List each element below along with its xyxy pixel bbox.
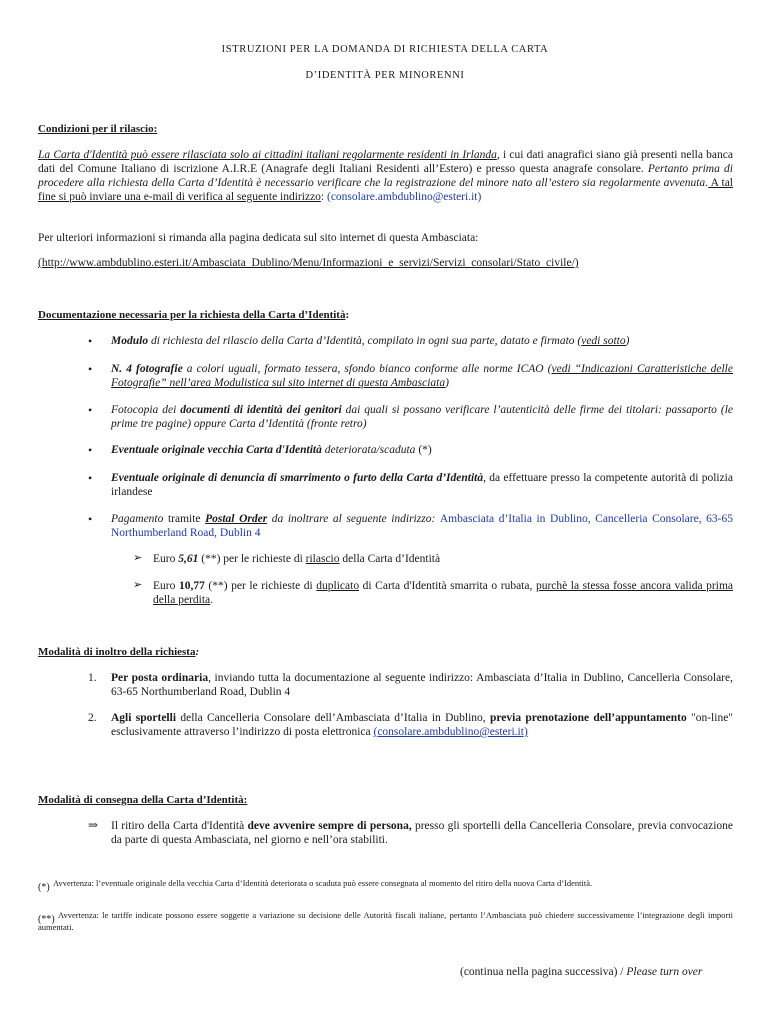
doc-item-fotografie: N. 4 fotografie a colori uguali, formato tessera, sfondo bianco conforme alle norme ICAO (vedi “Indicazioni Caratteristiche delle Fotografie” nell’area Modulistica sul sito internet di questa Ambasciata) bbox=[111, 363, 733, 389]
list-number: 1. bbox=[88, 672, 97, 684]
delivery-heading: Modalità di consegna della Carta d’Identità: bbox=[38, 794, 248, 806]
more-info-text: Per ulteriori informazioni si rimanda alla pagina dedicata sul sito internet di questa Ambasciata: bbox=[38, 232, 479, 244]
bullet-icon: • bbox=[88, 403, 93, 417]
vedi-sotto-link[interactable]: vedi sotto bbox=[581, 335, 626, 347]
bullet-icon: • bbox=[88, 512, 93, 526]
doc-item-vecchia-carta: Eventuale originale vecchia Carta d'Identità deteriorata/scaduta (*) bbox=[111, 444, 432, 456]
document-title-line1: ISTRUZIONI PER LA DOMANDA DI RICHIESTA DELLA CARTA bbox=[221, 44, 549, 55]
postal-order-term: Postal Order bbox=[205, 513, 268, 525]
send-mode-counter: Agli sportelli della Cancelleria Consolare dell’Ambasciata d’Italia in Dublino, previa prenotazione dell’appuntamento "on-line" esclusivamente attraverso l’indirizzo di posta elettronica (consolare.ambdublino@esteri.it) bbox=[111, 712, 733, 738]
document-title-line2: D’IDENTITÀ PER MINORENNI bbox=[305, 70, 465, 81]
docs-heading: Documentazione necessaria per la richiesta della Carta d’Identità: bbox=[38, 309, 350, 321]
consolare-email-link[interactable]: (consolare.ambdublino@esteri.it) bbox=[327, 191, 482, 203]
fee-duplicato: Euro 10,77 (**) per le richieste di duplicato di Carta d'Identità smarrita o rubata, purchè la stessa fosse ancora valida prima della perdita. bbox=[153, 580, 733, 606]
note2-mark: (**) bbox=[38, 914, 55, 925]
arrow-icon: ➢ bbox=[133, 579, 143, 591]
note1-mark: (*) bbox=[38, 882, 50, 893]
note1-text: Avvertenza: l’eventuale originale della vecchia Carta d’Identità deteriorata o scaduta può essere consegnata al momento del ritiro della nuova Carta d’Identità. bbox=[53, 878, 593, 888]
doc-item-fotocopia: Fotocopia dei documenti di identità dei genitori dai quali si possano verificare l’autenticità delle firme dei titolari: passaporto (le prime tre pagine) oppure Carta d’Identità (fronte retro) bbox=[111, 404, 733, 430]
bullet-icon: • bbox=[88, 362, 93, 376]
delivery-text: Il ritiro della Carta d'Identità deve avvenire sempre di persona, presso gli sportelli della Cancelleria Consolare, previa convocazione da parte di questa Ambasciata, nel giorno e nell’ora stabiliti. bbox=[111, 820, 734, 846]
doc-item-denuncia: Eventuale originale di denuncia di smarrimento o furto della Carta d’Identità, da effettuare presso la competente autorità di polizia irlandese bbox=[111, 472, 733, 498]
conditions-heading: Condizioni per il rilascio: bbox=[38, 123, 158, 135]
bullet-icon: • bbox=[88, 471, 93, 485]
residency-requirement: La Carta d'Identità può essere rilasciata solo ai cittadini italiani regolarmente residenti in Irlanda bbox=[38, 149, 497, 161]
arrow-icon: ➢ bbox=[133, 552, 143, 564]
list-number: 2. bbox=[88, 712, 97, 724]
send-mode-post: Per posta ordinaria, inviando tutta la documentazione al seguente indirizzo: Ambasciata d’Italia in Dublino, Cancelleria Consolare, 63-65 Northumberland Road, Dublin 4 bbox=[111, 672, 733, 698]
right-arrow-icon: ⇒ bbox=[88, 818, 99, 832]
bullet-icon: • bbox=[88, 443, 93, 457]
embassy-address: Ambasciata d’Italia in Dublino, Cancelleria Consolare, 63-65 Northumberland Road, Dublin 4 bbox=[111, 513, 733, 539]
photo-guidelines-link[interactable]: vedi “Indicazioni Caratteristiche delle Fotografie” nell’area Modulistica sul sito internet di questa Ambasciata bbox=[111, 363, 733, 389]
note2-text: Avvertenza: le tariffe indicate possono essere soggette a variazione su decisione delle Autorità fiscali italiane, pertanto l’Ambasciata può chiedere successivamente l’integrazione degli importi aumentati. bbox=[38, 910, 733, 932]
footer-note: (continua nella pagina successiva) / Please turn over bbox=[460, 966, 703, 978]
fee-rilascio: Euro 5,61 (**) per le richieste di rilascio della Carta d’Identità bbox=[153, 553, 441, 565]
doc-item-pagamento: Pagamento tramite Postal Order da inoltrare al seguente indirizzo: Ambasciata d’Italia in Dublino, Cancelleria Consolare, 63-65 Northumberland Road, Dublin 4 bbox=[111, 513, 733, 539]
conditions-paragraph: La Carta d'Identità può essere rilasciata solo ai cittadini italiani regolarmente residenti in Irlanda, i cui dati anagrafici siano già presenti nella banca dati del Comune Italiano di iscrizione A.I.R.E (Anagrafe degli Italiani Residenti all’Estero) e presso questa anagrafe consolare. Pertanto prima di procedere alla richiesta della Carta d’Identità è necessario verificare che la registrazione del minore nato all’estero sia regolarmente avvenuta. A tal fine si può inviare una e-mail di verifica al seguente indirizzo: (consolare.ambdublino@esteri.it) bbox=[38, 149, 733, 203]
send-heading: Modalità di inoltro della richiesta: bbox=[38, 646, 200, 658]
bullet-icon: • bbox=[88, 334, 93, 348]
appointment-email-link[interactable]: (consolare.ambdublino@esteri.it) bbox=[373, 726, 528, 738]
embassy-website-link[interactable]: (http://www.ambdublino.esteri.it/Ambasciata_Dublino/Menu/Informazioni_e_servizi/Servizi_consolari/Stato_civile/) bbox=[38, 257, 579, 269]
doc-item-modulo: Modulo di richiesta del rilascio della Carta d’Identità, compilato in ogni sua parte, datato e firmato (vedi sotto) bbox=[111, 335, 630, 347]
